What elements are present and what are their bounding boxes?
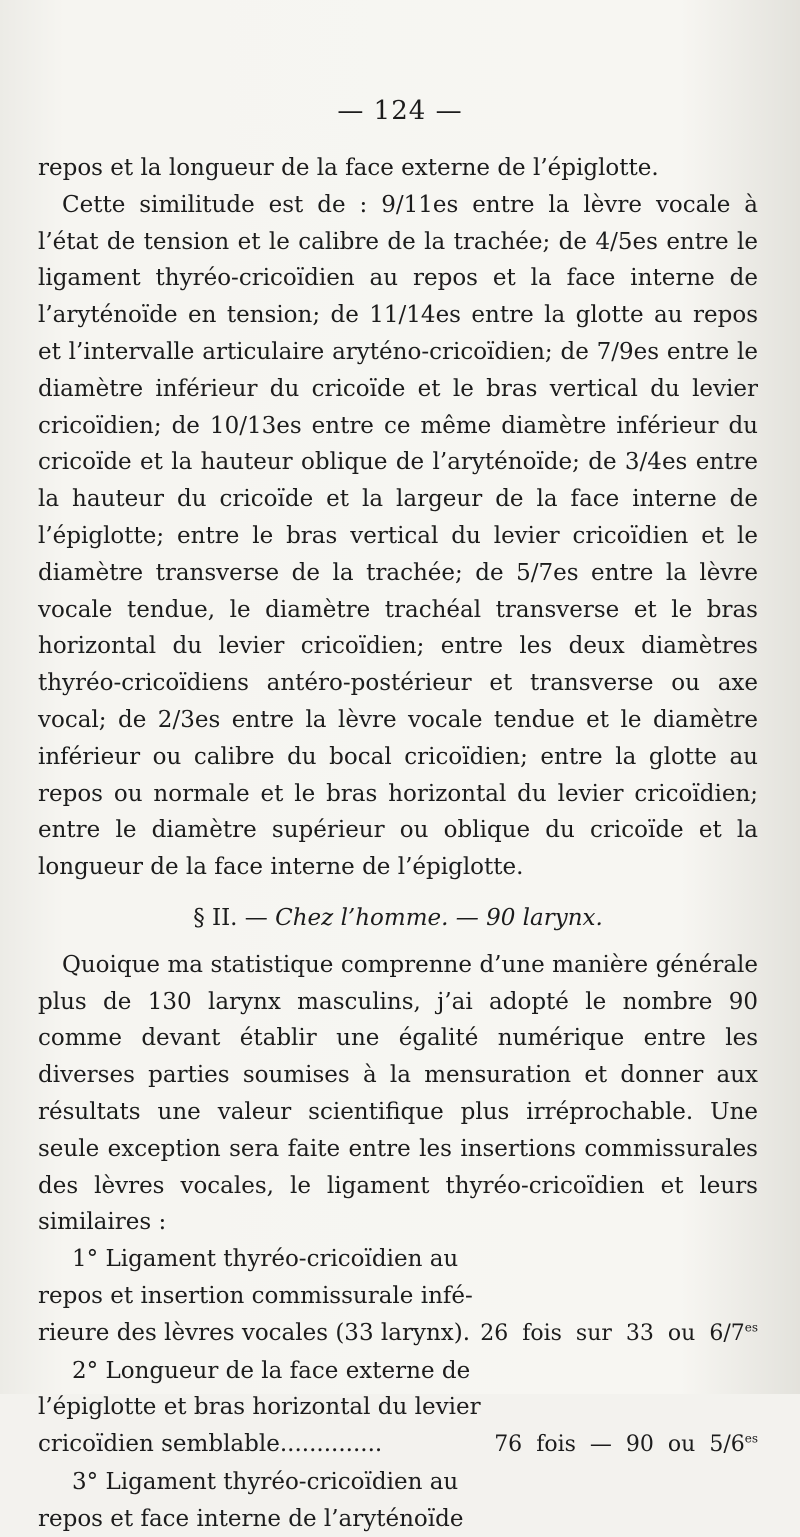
stat-item-line: 2° Longueur de la face externe de: [72, 1357, 471, 1384]
stat-item-line: 3° Ligament thyréo-cricoïdien au: [72, 1468, 459, 1495]
stat-item-line: repos et insertion commissurale infé-: [38, 1282, 473, 1309]
stat-fraction: $5/6^{es}$: [709, 1431, 758, 1458]
stat-word: ou: [667, 1320, 696, 1346]
paragraph-statistique: Quoique ma statistique comprenne d’une manière générale plus de 130 larynx masculins, j’ai adopté le nombre 90 comme devant établir une égalité numérique entre les diverses parties soumises à la mensuration et donner aux résultats une valeur scientifique plus irréprochable. Une seule exception sera faite entre les insertions commissurales des lèvres vocales, le ligament thyréo-cricoïdien et leurs similaires :: [38, 951, 758, 1236]
stat-word: —: [589, 1432, 612, 1458]
stat-item-1: [38, 1241, 758, 1352]
stat-word: sur: [575, 1320, 612, 1346]
stat-item-line: 1° Ligament thyréo-cricoïdien au: [72, 1246, 459, 1273]
stat-count: 26: [480, 1320, 509, 1346]
paragraph-continuation: repos et la longueur de la face externe de l’épiglotte.: [38, 155, 659, 181]
stat-item-3: [38, 1464, 758, 1537]
section-number: § II. —: [193, 904, 276, 931]
stat-item-line: cricoïdien semblable..............: [38, 1431, 383, 1458]
stat-values: [480, 1316, 758, 1353]
page-number: — 124 —: [337, 96, 463, 126]
stat-word: fois: [536, 1432, 576, 1458]
stat-total: 33: [625, 1320, 654, 1346]
stat-word: ou: [667, 1432, 696, 1458]
stat-fraction: $6/7^{es}$: [709, 1320, 758, 1346]
stat-item-line: l’épiglotte et bras horizontal du levier: [38, 1394, 481, 1421]
stat-values: [494, 1427, 758, 1464]
stat-word: fois: [522, 1320, 562, 1346]
stat-item-line: repos et face interne de l’aryténoïde: [38, 1505, 464, 1532]
body-text: [38, 150, 758, 1537]
stat-count: 76: [494, 1432, 523, 1458]
section-title: Chez l’homme. — 90 larynx.: [275, 904, 603, 931]
stat-total: 90: [625, 1432, 654, 1458]
stat-item-2: [38, 1353, 758, 1464]
section-heading: [38, 900, 758, 937]
stat-item-line: rieure des lèvres vocales (33 larynx).: [38, 1319, 471, 1346]
paragraph-similitude: Cette similitude est de : 9/11es entre la lèvre vocale à l’état de tension et le calibre de la trachée; de 4/5es entre le ligament thyréo-cricoïdien au repos et la face interne de l’aryténoïde en tension; de 11/14es entre la glotte au repos et l’intervalle articulaire aryténo-cricoïdien; de 7/9es entre le diamètre inférieur du cricoïde et le bras vertical du levier cricoïdien; de 10/13es entre ce même diamètre inférieur du cricoïde et la hauteur oblique de l’aryténoïde; de 3/4es entre la hauteur du cricoïde et la largeur de la face interne de l’épiglotte; entre le bras vertical du levier cricoïdien et le diamètre transverse de la trachée; de 5/7es entre la lèvre vocale tendue, le diamètre trachéal transverse et le bras horizontal du levier cricoïdien; entre les deux diamètres thyréo-cricoïdiens antéro-postérieur et transverse ou axe vocal; de 2/3es entre la lèvre vocale tendue et le diamètre inférieur ou calibre du bocal cricoïdien; entre la glotte au repos ou normale et le bras horizontal du levier cricoïdien; entre le diamètre supérieur ou oblique du cricoïde et la longueur de la face interne de l’épiglotte.: [38, 191, 758, 881]
